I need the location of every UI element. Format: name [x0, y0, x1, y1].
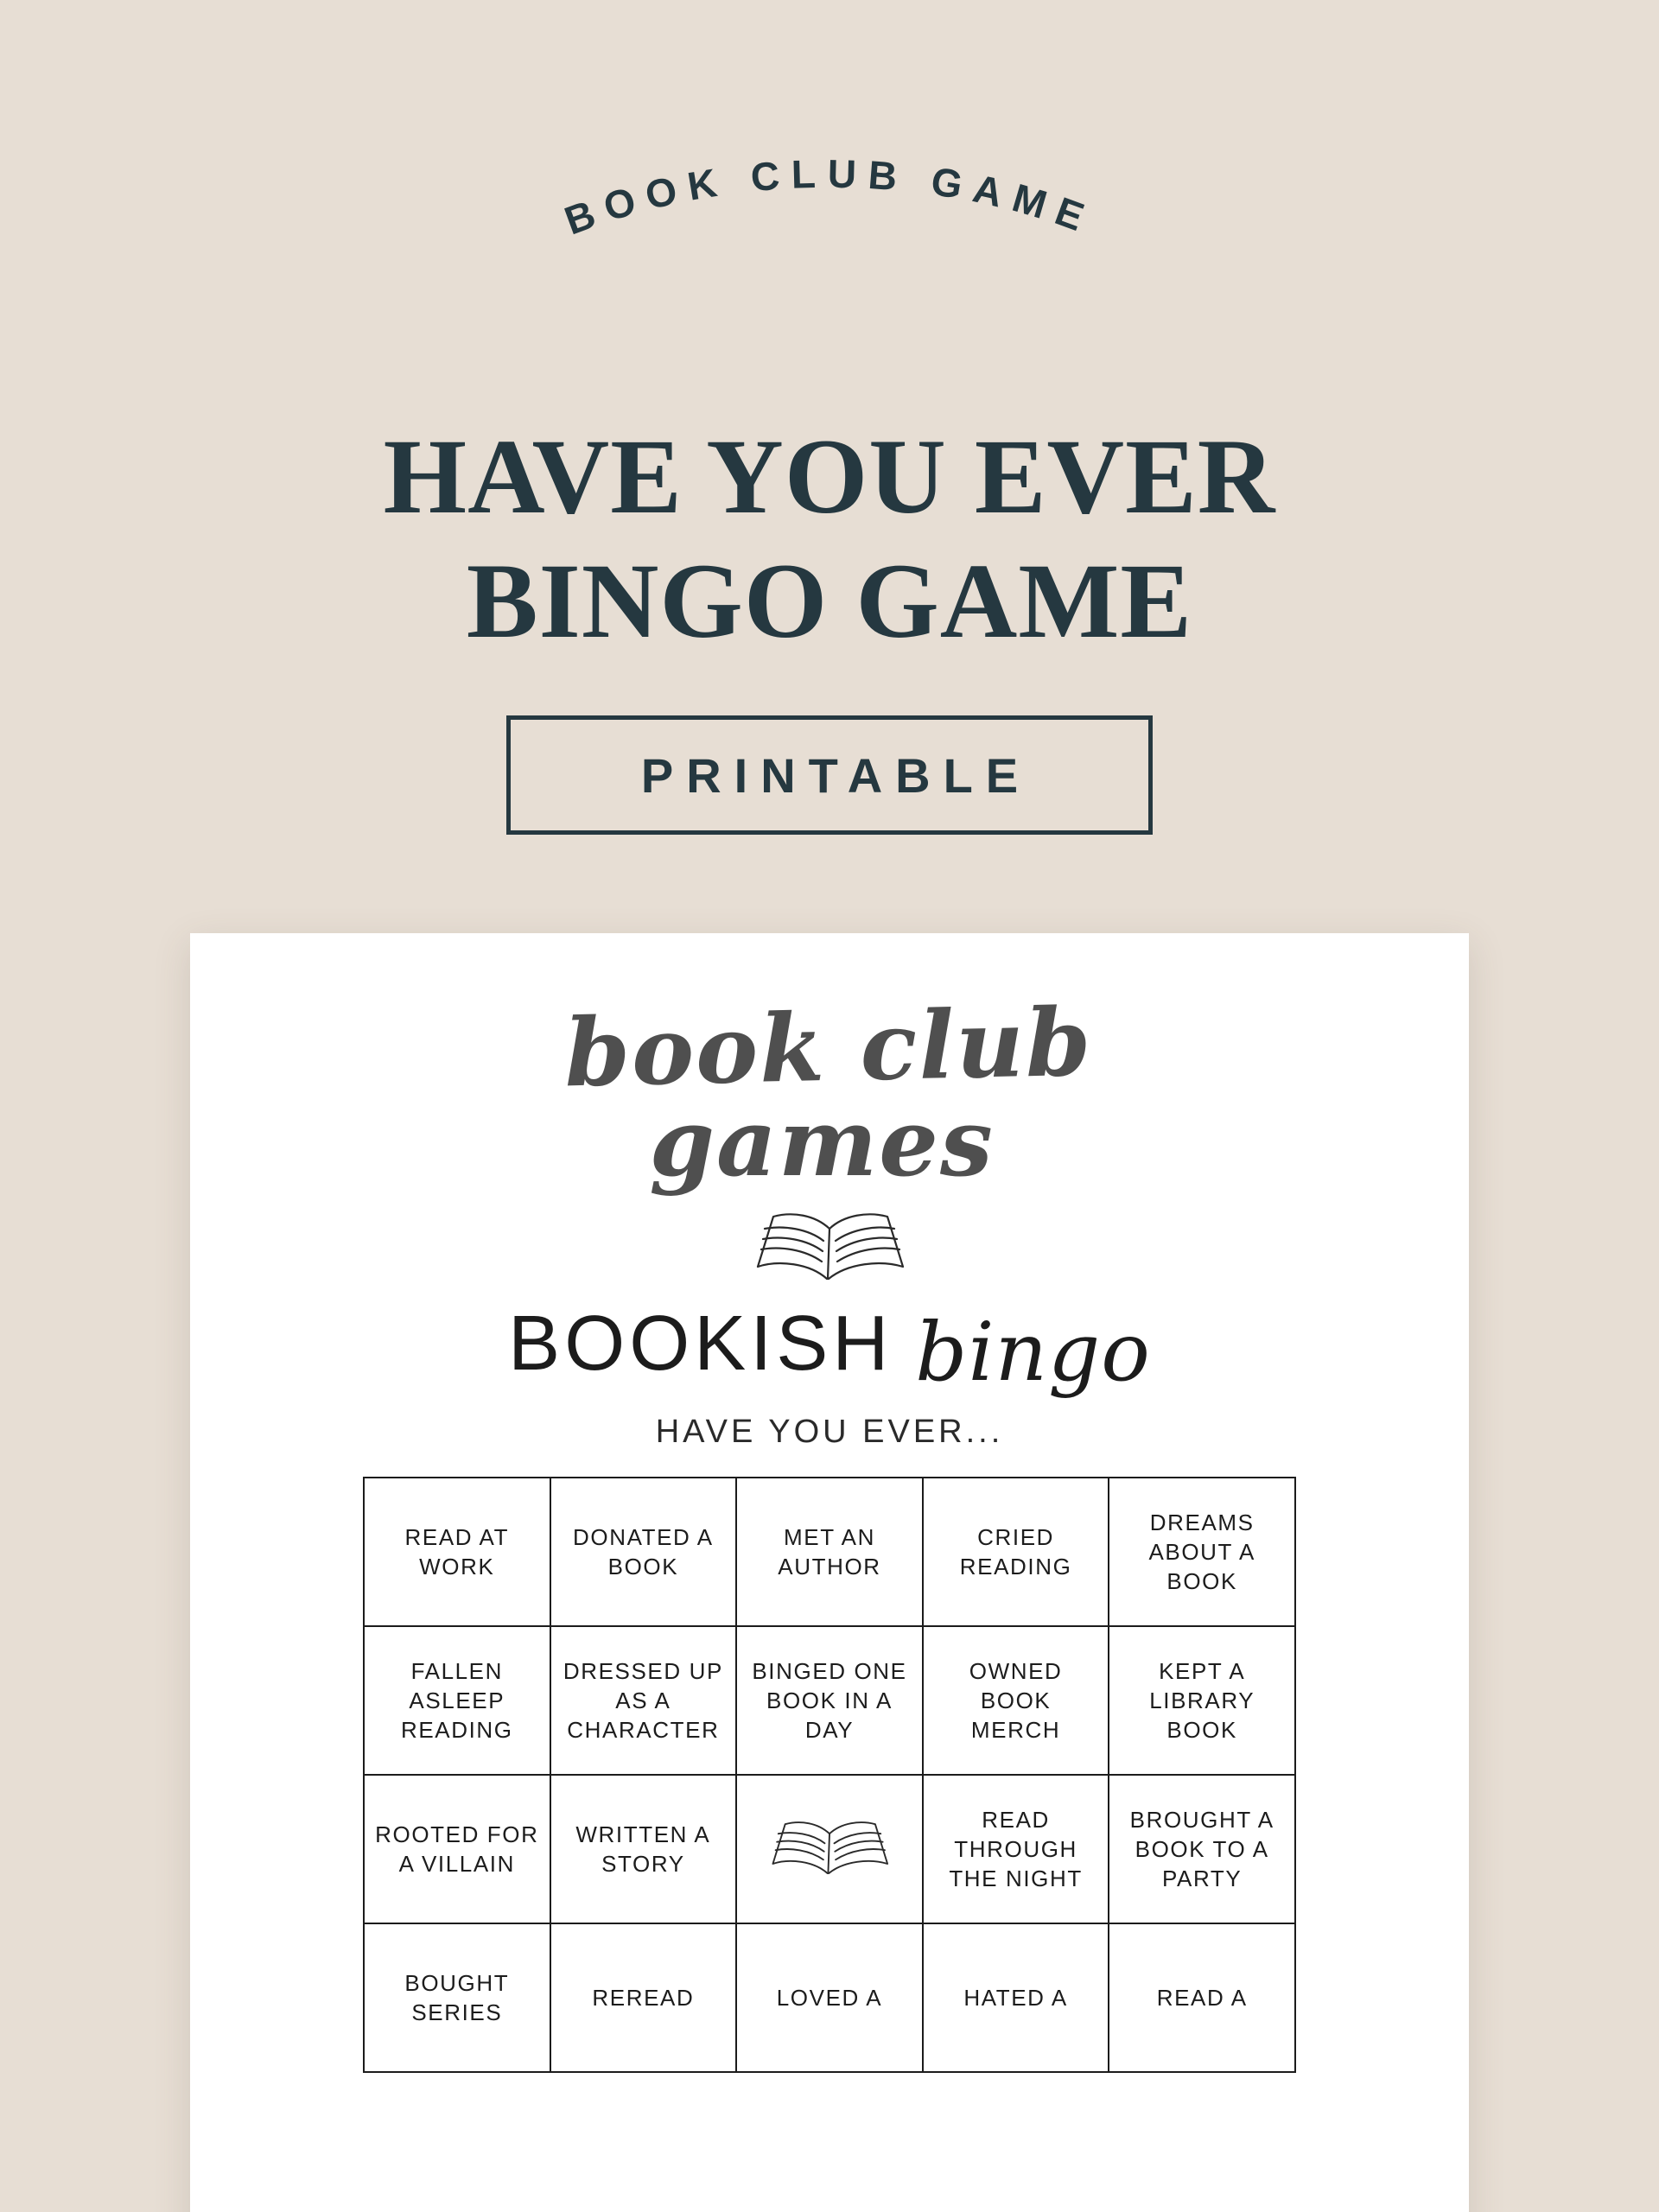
bingo-cell[interactable]: BINGED ONE BOOK IN A DAY [737, 1627, 924, 1776]
bingo-cell[interactable]: LOVED A [737, 1924, 924, 2073]
bingo-subtitle: HAVE YOU EVER... [655, 1414, 1004, 1451]
page-title-line-1: HAVE YOU EVER [383, 417, 1276, 536]
bingo-cell[interactable]: DONATED A BOOK [551, 1478, 738, 1627]
open-book-icon [747, 1203, 912, 1294]
sheet-script-title [190, 988, 1469, 1205]
bingo-cell[interactable]: BROUGHT A BOOK TO A PARTY [1109, 1776, 1296, 1924]
sheet-script-line-2: games [649, 1089, 995, 1198]
page-title [0, 415, 1659, 664]
printable-badge-label: PRINTABLE [640, 747, 1032, 803]
bingo-cell[interactable]: DRESSED UP AS A CHARACTER [551, 1627, 738, 1776]
bingo-logo-word: BOOKISH [508, 1300, 893, 1388]
bingo-cell[interactable]: READ A [1109, 1924, 1296, 2073]
bingo-cell[interactable]: MET AN AUTHOR [737, 1478, 924, 1627]
printable-sheet [190, 933, 1469, 2212]
page-title-line-2: BINGO GAME [466, 541, 1193, 660]
bingo-cell[interactable]: READ AT WORK [365, 1478, 551, 1627]
bingo-logo [190, 1297, 1469, 1401]
eyebrow-text: BOOK CLUB GAME [558, 150, 1101, 244]
bingo-cell-free-space[interactable] [737, 1776, 924, 1924]
bingo-cell[interactable]: WRITTEN A STORY [551, 1776, 738, 1924]
eyebrow-arc [0, 104, 1659, 302]
printable-badge [506, 715, 1153, 835]
bingo-cell[interactable]: REREAD [551, 1924, 738, 2073]
bingo-cell[interactable]: DREAMS ABOUT A BOOK [1109, 1478, 1296, 1627]
open-book-icon [765, 1808, 894, 1891]
sheet-script-line-1: book club [563, 988, 1094, 1109]
bingo-cell[interactable]: HATED A [924, 1924, 1110, 2073]
bingo-cell[interactable]: BOUGHT SERIES [365, 1924, 551, 2073]
bingo-grid [363, 1477, 1296, 2073]
bingo-logo-script: bingo [915, 1306, 1151, 1401]
bingo-cell[interactable]: OWNED BOOK MERCH [924, 1627, 1110, 1776]
bingo-cell[interactable]: KEPT A LIBRARY BOOK [1109, 1627, 1296, 1776]
bingo-cell[interactable]: CRIED READING [924, 1478, 1110, 1627]
bingo-cell[interactable]: READ THROUGH THE NIGHT [924, 1776, 1110, 1924]
bingo-cell[interactable]: ROOTED FOR A VILLAIN [365, 1776, 551, 1924]
bingo-cell[interactable]: FALLEN ASLEEP READING [365, 1627, 551, 1776]
